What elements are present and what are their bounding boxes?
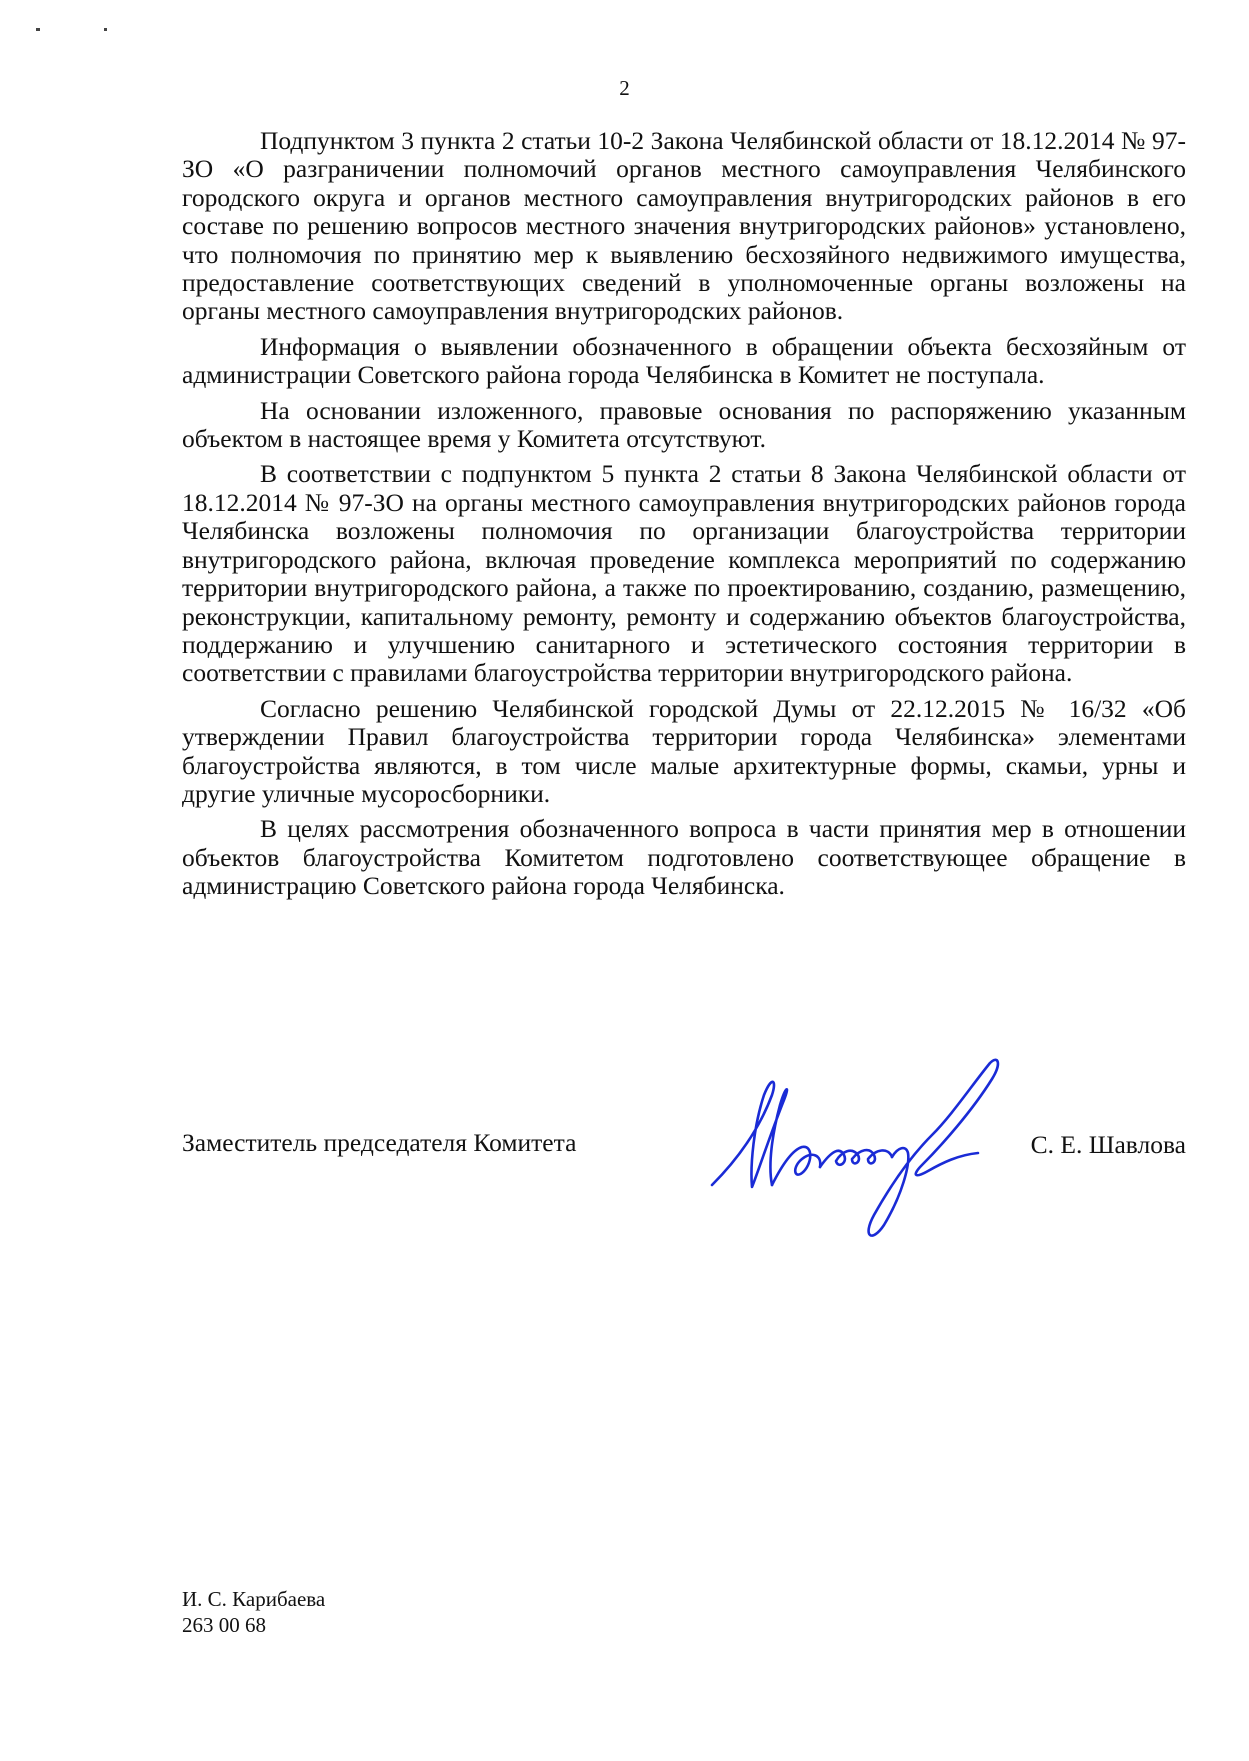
- scan-artifact-mark: [104, 28, 107, 31]
- signatory-name: С. Е. Шавлова: [1030, 1130, 1186, 1159]
- executor-phone: 263 00 68: [182, 1613, 266, 1637]
- paragraph: Согласно решению Челябинской городской Думы от 22.12.2015 № 16/32 «Об утверждении Правил благоустройства территории города Челябинска» элементами благоустройства являются, в том числе малые архитектурные формы, скамьи, урны и другие уличные мусоросборники.: [182, 693, 1186, 808]
- scan-artifact-mark: [36, 28, 40, 31]
- executor-info: [182, 1586, 325, 1638]
- executor-name: И. С. Карибаева: [182, 1587, 326, 1611]
- signatory-title: Заместитель председателя Комитета: [182, 1128, 577, 1157]
- paragraph: В соответствии с подпунктом 5 пункта 2 статьи 8 Закона Челябинской области от 18.12.2014 № 97-ЗО на органы местного самоуправления внутригородских районов города Челябинска возложены полномочия по организации благоустройства территории внутригородского района, включая проведение комплекса мероприятий по содержанию территории внутригородского района, а также по проектированию, созданию, размещению, реконструкции, капитальному ремонту, ремонту и содержанию объектов благоустройства, поддержанию и улучшению санитарного и эстетического состояния территории в соответствии с правилами благоустройства территории внутригородского района.: [182, 459, 1186, 688]
- letter-body: [182, 127, 1186, 908]
- paragraph: Подпунктом 3 пункта 2 статьи 10-2 Закона Челябинской области от 18.12.2014 № 97-ЗО «О разграничении полномочий органов местного самоуправления Челябинского городского округа и органов местного самоуправления внутригородских районов в его составе по решению вопросов местного значения внутригородских районов» установлено, что полномочия по принятию мер к выявлению бесхозяйного недвижимого имущества, предоставление соответствующих сведений в уполномоченные органы возложены на органы местного самоуправления внутригородских районов.: [182, 126, 1186, 326]
- paragraph: На основании изложенного, правовые основания по распоряжению указанным объектом в настоящее время у Комитета отсутствуют.: [182, 395, 1186, 454]
- paragraph: Информация о выявлении обозначенного в обращении объекта бесхозяйным от администрации Советского района города Челябинска в Комитет не поступала.: [182, 331, 1186, 390]
- page-number: 2: [619, 76, 630, 100]
- handwritten-signature-icon: [702, 1055, 1042, 1245]
- paragraph: В целях рассмотрения обозначенного вопроса в части принятия мер в отношении объектов благоустройства Комитетом подготовлено соответствующее обращение в администрацию Советского района города Челябинска.: [182, 814, 1186, 901]
